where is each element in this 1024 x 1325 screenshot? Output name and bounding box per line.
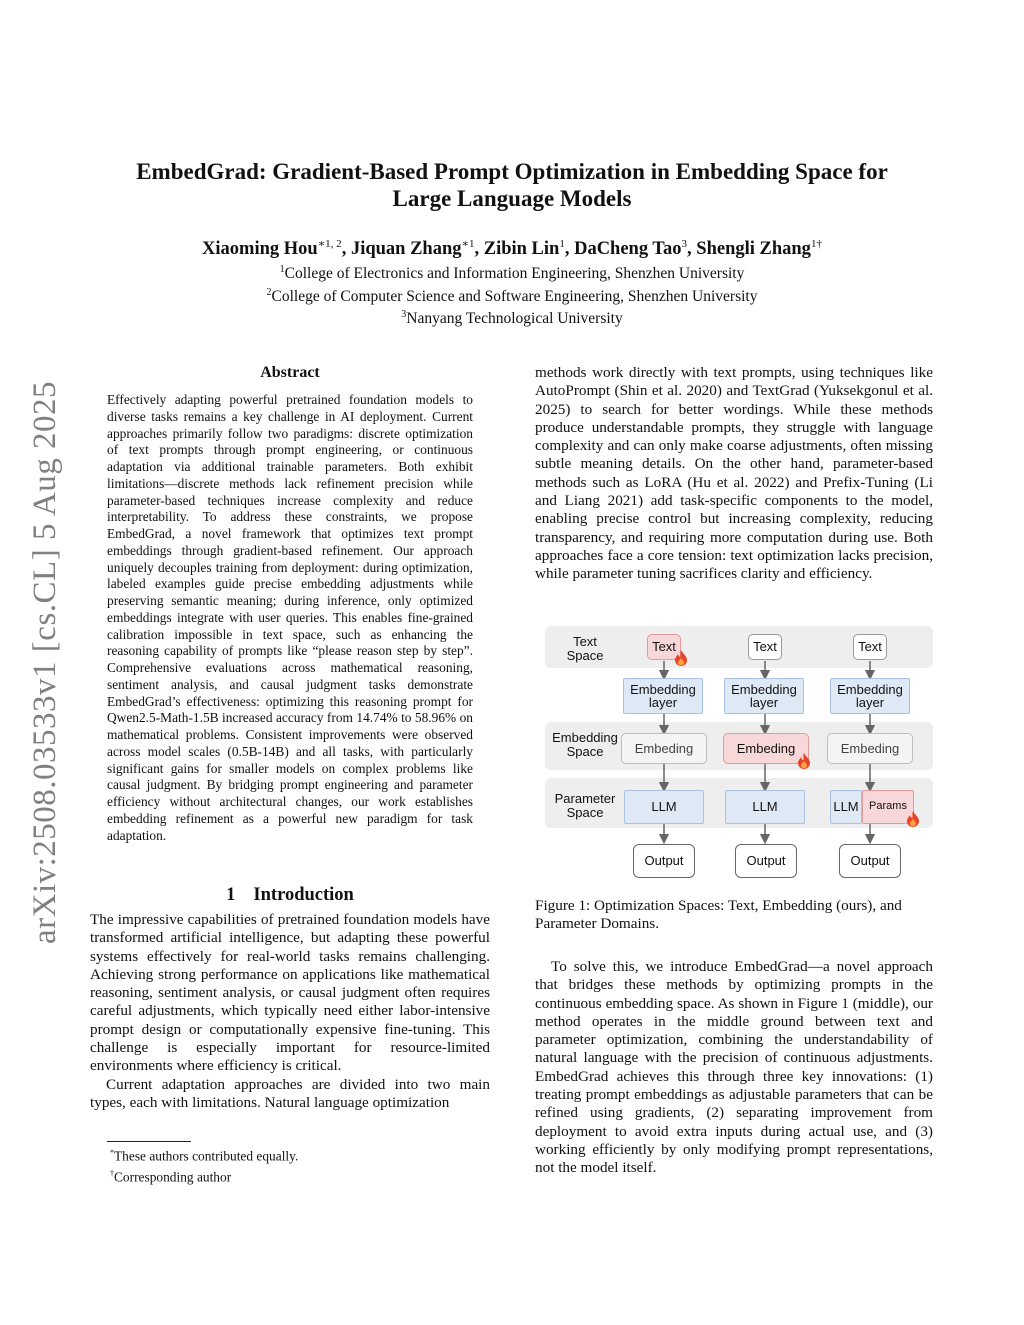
author-1: Xiaoming Hou$^{∗1, 2}$, xyxy=(202,238,351,260)
section-title: Introduction xyxy=(253,885,354,905)
col1-embedding-layer: Embedding layer xyxy=(623,678,703,714)
author-4: DaCheng Tao$^3$, xyxy=(574,238,697,260)
right-column-paragraph-1: methods work directly with text prompts, using techniques like AutoPrompt (Shin et al. 2020) and TextGrad (Yuksekgonul et al. 2025) to search for better wordings. While these methods produce understandable prompts, they struggle with language complexity and can only make coarse adjustments, often missing subtle meaning details. On the other hand, parameter-based methods such as LoRA (Hu et al. 2022) and Prefix-Tuning (Li and Liang 2021) add task-specific components to the model, enabling precise control but increasing complexity, reducing transparency, and requiring more computation during use. Both approaches face a core tension: text optimization lacks precision, while parameter tuning sacrifices clarity and efficiency. xyxy=(535,364,933,583)
parameter-space-label: Parameter Space xyxy=(554,791,616,820)
col2-embedding-layer: Embedding layer xyxy=(724,678,804,714)
footnote-1: *These authors contributed equally. xyxy=(110,1148,299,1164)
col1-output: Output xyxy=(633,844,695,878)
col3-text-box: Text xyxy=(853,634,887,660)
embedding-space-label: Embedding Space xyxy=(552,730,618,759)
author-5: Shengli Zhang$^{1\dagger}$ xyxy=(696,238,822,260)
author-3: Zibin Lin$^1$, xyxy=(483,238,575,260)
figure-1 xyxy=(535,620,935,885)
affiliation-3: $^3$Nanyang Technological University xyxy=(401,309,623,328)
title-line-2: Large Language Models xyxy=(392,186,632,211)
col2-text-box: Text xyxy=(748,634,782,660)
col2-llm: LLM xyxy=(725,790,805,824)
col3-params: Params xyxy=(862,790,914,824)
col3-embedding: Embeding xyxy=(827,733,913,764)
affiliation-1: $^1$College of Electronics and Information Engineering, Shenzhen University xyxy=(279,264,745,283)
fire-icon xyxy=(797,753,811,769)
col2-output: Output xyxy=(735,844,797,878)
right-column-paragraph-2: To solve this, we introduce EmbedGrad—a novel approach that bridges these methods by optimizing prompts in the continuous embedding space. As shown in Figure 1 (middle), our method operates in the middle ground between text and parameter optimization, combining the understandability of natural language with the precision of continuous adjustments. EmbedGrad achieves this through three key innovations: (1) treating prompt embeddings as adjustable parameters that can be refined using gradients, (2) separating improvement from deployment to avoid extra inputs during actual use, and (3) working efficiently by only modifying prompt representations, not the model itself. xyxy=(535,958,933,1177)
intro-text xyxy=(90,911,490,1112)
abstract-heading: Abstract xyxy=(260,364,320,381)
col1-text-box: Text xyxy=(647,634,681,660)
col3-llm: LLM xyxy=(830,790,862,824)
col1-llm: LLM xyxy=(624,790,704,824)
paper-title xyxy=(100,158,924,212)
affiliations xyxy=(100,261,924,329)
col1-embedding: Embeding xyxy=(621,733,707,764)
section-heading xyxy=(90,885,490,906)
title-line-1: EmbedGrad: Gradient-Based Prompt Optimization in Embedding Space for xyxy=(136,159,888,184)
abstract-text: Effectively adapting powerful pretrained foundation models to diverse tasks remains a key challenge in AI deployment. Current approaches primarily follow two paradigms: discrete optimization of text prompts through prompt engineering, or continuous adaptation via additional trainable parameters. Both exhibit limitations—discrete methods lack refinement precision while parameter-based techniques increase complexity and reduce interpretability. To address these constraints, we propose EmbedGrad, a novel framework that optimizes text prompt embeddings through gradient-based refinement. Our approach uniquely decouples training from deployment: during optimization, labeled examples guide precise embedding adjustments while preserving semantic meaning; during inference, only optimized embeddings integrate with user queries. This enables fine-grained calibration impossible in text space, such as enhancing the reasoning capability of prompts like “please reason step by step”. Comprehensive evaluations across mathematical reasoning, sentiment analysis, and causal judgment tasks demonstrate EmbedGrad’s effectiveness: optimizing this reasoning prompt for Qwen2.5-Math-1.5B increased accuracy from 14.74% to 58.96% on mathematical problems. Consistent improvements were observed across model scales (0.5B-14B) and all tasks, with particularly significant gains for smaller models on complex problems like causal judgment. By bridging prompt engineering and parameter efficiency without architectural changes, our work establishes embedding refinement as a powerful new paradigm for task adaptation. xyxy=(107,392,473,843)
fire-icon xyxy=(674,650,688,666)
col3-embedding-layer: Embedding layer xyxy=(830,678,910,714)
col3-output: Output xyxy=(839,844,901,878)
figure-caption: Figure 1: Optimization Spaces: Text, Embedding (ours), and Parameter Domains. xyxy=(535,897,902,933)
author-2: Jiquan Zhang$^{∗1}$, xyxy=(350,238,484,260)
fire-icon xyxy=(906,811,920,827)
author-list xyxy=(100,232,924,261)
footnote-rule xyxy=(107,1141,191,1142)
intro-paragraph-2: Current adaptation approaches are divided into two main types, each with limitations. Natural language optimization xyxy=(90,1075,490,1111)
arxiv-stamp: arXiv:2508.03533v1 [cs.CL] 5 Aug 2025 xyxy=(27,381,63,944)
footnote-2: †Corresponding author xyxy=(110,1169,232,1185)
section-number: 1 xyxy=(226,885,236,905)
intro-paragraph-1: The impressive capabilities of pretrained foundation models have transformed artificial intelligence, but adapting these powerful systems effectively for real-world tasks remains challenging. Achieving strong performance on applications like mathematical reasoning, sentiment analysis, or causal judgment often requires careful adjustments, which typically need either labor-intensive prompt design or computationally expensive fine-tuning. This challenge is especially important for resource-limited environments where efficiency is critical. xyxy=(90,911,490,1075)
col2-embedding: Embeding xyxy=(723,733,809,764)
affiliation-2: $^2$College of Computer Science and Software Engineering, Shenzhen University xyxy=(266,286,758,305)
text-space-label: Text Space xyxy=(566,634,604,663)
footnotes xyxy=(110,1144,490,1187)
